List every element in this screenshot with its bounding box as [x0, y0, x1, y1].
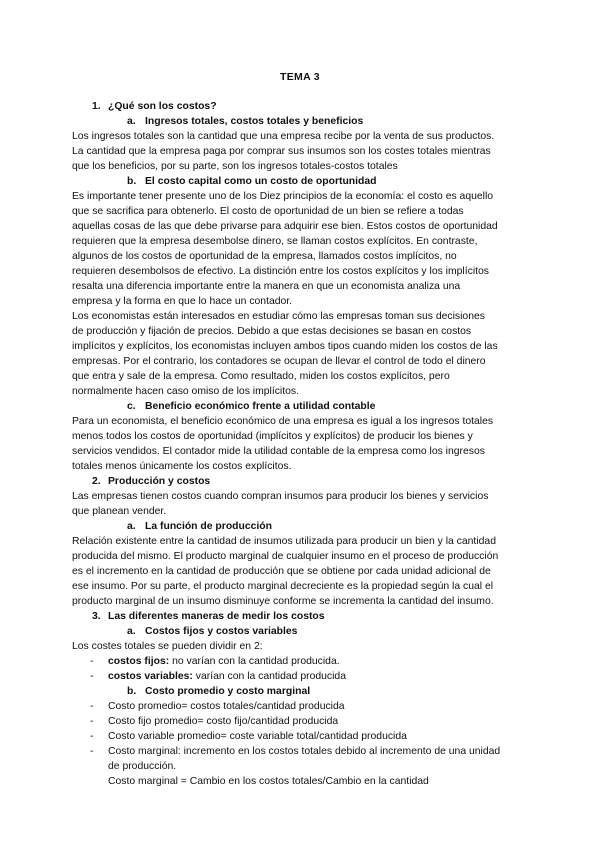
subsection-3b-letter: b.: [127, 686, 137, 697]
subsection-1a-letter: a.: [127, 116, 136, 127]
paragraph-line: totales menos únicamente los costos explícitos.: [72, 461, 292, 472]
paragraph-line: es el incremento en la cantidad de producción que se obtiene por cada unidad adicional de: [72, 566, 491, 577]
paragraph-line: de producción y fijación de precios. Debido a que estas decisiones se basan en costos: [72, 326, 472, 337]
subsection-1b-letter: b.: [127, 176, 137, 187]
bullet-dash: -: [90, 701, 94, 712]
section-2-heading: Producción y costos: [108, 476, 211, 487]
list-item: [108, 655, 340, 669]
document-title: TEMA 3: [280, 71, 320, 83]
subsection-1c-letter: c.: [127, 401, 136, 412]
bullet-dash: -: [90, 746, 94, 757]
bullet-dash: -: [90, 731, 94, 742]
paragraph-line: Es importante tener presente uno de los Diez principios de la economía: el costo es aquello: [72, 191, 494, 202]
bullet-dash: -: [90, 671, 94, 682]
section-1-number: 1.: [92, 101, 101, 112]
paragraph-line: que se sacrifica para obtenerlo. El costo de oportunidad de un bien se refiere a todas: [72, 206, 464, 217]
paragraph-line: requieren que la empresa desembolse dinero, se llaman costos explícitos. En contraste,: [72, 236, 478, 247]
bullet-dash: -: [90, 656, 94, 667]
bullet-term: costos fijos:: [108, 656, 170, 667]
paragraph-line: producida del mismo. El producto marginal de cualquier insumo en el proceso de producción: [72, 551, 499, 562]
paragraph-line: menos todos los costos de oportunidad (implícitos y explícitos) de producir los bienes y: [72, 431, 473, 442]
subsection-1b-heading: El costo capital como un costo de oportunidad: [145, 176, 377, 187]
bullet-dash: -: [90, 716, 94, 727]
paragraph-line: ese insumo. Por su parte, el producto marginal decreciente es la propiedad según la cual el: [72, 581, 494, 592]
paragraph-line: Los economistas están interesados en estudiar cómo las empresas toman sus decisiones: [72, 311, 485, 322]
bullet-text: varían con la cantidad producida: [192, 671, 346, 682]
section-3-number: 3.: [92, 611, 101, 622]
paragraph-line: resalta una diferencia importante entre la manera en que un economista analiza una: [72, 281, 461, 292]
paragraph-line: producto marginal de un insumo disminuye conforme se incrementa la cantidad del insumo.: [72, 596, 494, 607]
paragraph-line: normalmente hacen caso omiso de los implícitos.: [72, 386, 299, 397]
paragraph-line: que planean vender.: [72, 506, 167, 517]
paragraph-line: implícitos y explícitos, los economistas incluyen ambos tipos cuando miden los costos de las: [72, 341, 498, 352]
subsection-3b-heading: Costo promedio y costo marginal: [145, 686, 311, 697]
paragraph-line: Las empresas tienen costos cuando compran insumos para producir los bienes y servicios: [72, 491, 489, 502]
section-1-heading: ¿Qué son los costos?: [108, 101, 217, 112]
paragraph-line: Los costes totales se pueden dividir en 2:: [72, 641, 263, 652]
paragraph-line: Relación existente entre la cantidad de insumos utilizada para producir un bien y la cantidad: [72, 536, 496, 547]
paragraph-line: empresas. Por el contrario, los contadores se ocupan de llevar el control de todo el dinero: [72, 356, 486, 367]
list-item-continuation: Costo marginal = Cambio en los costos totales/Cambio en la cantidad: [108, 776, 429, 787]
section-2-number: 2.: [92, 476, 101, 487]
list-item-continuation: de producción.: [108, 761, 177, 772]
paragraph-line: que entra y sale de la empresa. Como resultado, miden los costos explícitos, pero: [72, 371, 450, 382]
list-item: [108, 670, 346, 684]
subsection-2a-heading: La función de producción: [145, 521, 272, 532]
subsection-1c-heading: Beneficio económico frente a utilidad contable: [145, 401, 376, 412]
list-item: Costo variable promedio= coste variable total/cantidad producida: [108, 731, 407, 742]
paragraph-line: Los ingresos totales son la cantidad que una empresa recibe por la venta de sus productos.: [72, 131, 495, 142]
paragraph-line: requieren desembolsos de efectivo. La distinción entre los costos explícitos y los implícitos: [72, 266, 489, 277]
paragraph-line: empresa y la forma en que lo hace un contador.: [72, 296, 293, 307]
bullet-text: no varían con la cantidad producida.: [169, 656, 340, 667]
subsection-3a-letter: a.: [127, 626, 136, 637]
section-3-heading: Las diferentes maneras de medir los costos: [108, 611, 325, 622]
subsection-2a-letter: a.: [127, 521, 136, 532]
paragraph-line: que los beneficios, por su parte, son los ingresos totales-costos totales: [72, 161, 398, 172]
subsection-1a-heading: Ingresos totales, costos totales y beneficios: [145, 116, 364, 127]
paragraph-line: aquellas cosas de las que debe privarse para adquirir ese bien. Estos costos de oportunidad: [72, 221, 498, 232]
subsection-3a-heading: Costos fijos y costos variables: [145, 626, 298, 637]
list-item: Costo marginal: incremento en los costos totales debido al incremento de una unidad: [108, 746, 501, 757]
paragraph-line: servicios vendidos. El contador mide la utilidad contable de la empresa como los ingresos: [72, 446, 485, 457]
paragraph-line: La cantidad que la empresa paga por comprar sus insumos son los costes totales mientras: [72, 146, 491, 157]
bullet-term: costos variables:: [108, 671, 193, 682]
list-item: Costo promedio= costos totales/cantidad producida: [108, 701, 345, 712]
paragraph-line: algunos de los costos de oportunidad de la empresa, llamados costos implícitos, no: [72, 251, 457, 262]
list-item: Costo fijo promedio= costo fijo/cantidad producida: [108, 716, 339, 727]
paragraph-line: Para un economista, el beneficio económico de una empresa es igual a los ingresos totales: [72, 416, 494, 427]
